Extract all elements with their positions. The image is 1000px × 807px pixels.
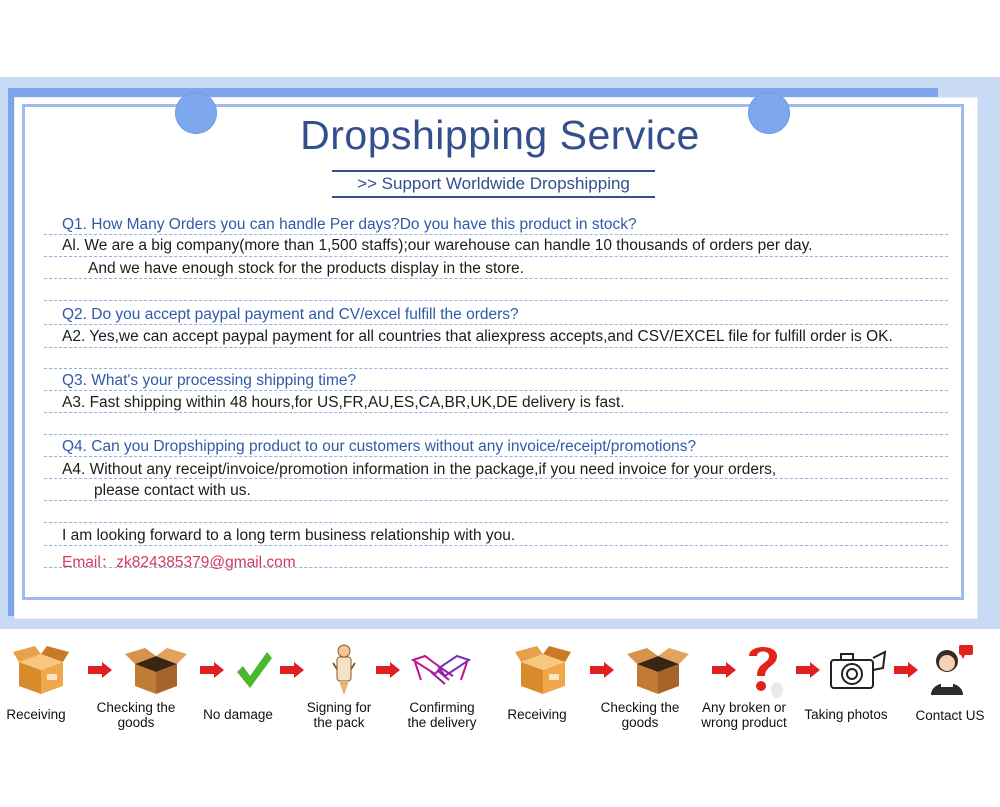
arrow-right-icon (376, 662, 400, 678)
step-label: Checking the goods (96, 700, 176, 730)
divider-line (44, 256, 948, 257)
step-label: Any broken or wrong product (701, 700, 787, 730)
arrow-right-icon (88, 662, 112, 678)
arrow-right-icon (590, 662, 614, 678)
divider-line (44, 434, 948, 435)
question-4: Q4. Can you Dropshipping product to our customers without any invoice/receipt/promotions? (62, 438, 697, 455)
arrow-right-icon (796, 662, 820, 678)
arrow-right-icon (200, 662, 224, 678)
box-icon (124, 642, 188, 698)
camera-icon (826, 642, 888, 698)
open-box-icon (512, 642, 574, 698)
page-subtitle: >> Support Worldwide Dropshipping (357, 174, 630, 193)
step-label: Confirming the delivery (407, 700, 477, 730)
step-label: No damage (203, 707, 273, 722)
divider-line (44, 390, 948, 391)
answer-3: A3. Fast shipping within 48 hours,for US,FR,AU,ES,CA,BR,UK,DE delivery is fast. (62, 394, 625, 411)
open-box-icon (10, 642, 72, 698)
customer-service-icon (926, 642, 976, 698)
arrow-right-icon (712, 662, 736, 678)
divider-line (44, 347, 948, 348)
divider-line (44, 278, 948, 279)
answer-1-line-2: And we have enough stock for the products display in the store. (88, 260, 524, 277)
divider-line (44, 300, 948, 301)
divider-line (44, 500, 948, 501)
page-title: Dropshipping Service (300, 112, 700, 158)
answer-4-line-2: please contact with us. (94, 482, 251, 499)
checkmark-icon (234, 642, 274, 698)
arrow-right-icon (280, 662, 304, 678)
question-2: Q2. Do you accept paypal payment and CV/excel fulfill the orders? (62, 306, 519, 323)
step-label: Taking photos (804, 707, 888, 722)
divider-line (44, 412, 948, 413)
step-label: Receiving (6, 707, 66, 722)
closing-message: I am looking forward to a long term business relationship with you. (62, 527, 516, 544)
email-address[interactable]: Email：zk824385379@gmail.com (62, 554, 296, 571)
box-icon (626, 642, 690, 698)
divider-line (44, 324, 948, 325)
step-label: Receiving (507, 707, 567, 722)
answer-2: A2. Yes,we can accept paypal payment for all countries that aliexpress accepts,and CSV/EXCEL file for fulfill order is OK. (62, 328, 893, 345)
step-label: Checking the goods (600, 700, 680, 730)
divider-line (44, 234, 948, 235)
divider-line (44, 545, 948, 546)
handshake-icon (410, 642, 472, 698)
question-3: Q3. What's your processing shipping time? (62, 372, 357, 389)
divider-line (44, 522, 948, 523)
answer-1-line-1: Al. We are a big company(more than 1,500 staffs);our warehouse can handle 10 thousands of orders per day. (62, 237, 813, 254)
divider-line (44, 368, 948, 369)
step-label: Signing for the pack (306, 700, 372, 730)
answer-4-line-1: A4. Without any receipt/invoice/promotion information in the package,if you need invoice for your orders, (62, 461, 777, 478)
arrow-right-icon (894, 662, 918, 678)
question-1: Q1. How Many Orders you can handle Per days?Do you have this product in stock? (62, 216, 637, 233)
pen-signing-icon (324, 642, 364, 698)
divider-line (44, 456, 948, 457)
step-label: Contact US (915, 708, 985, 723)
question-mark-icon (740, 642, 786, 698)
